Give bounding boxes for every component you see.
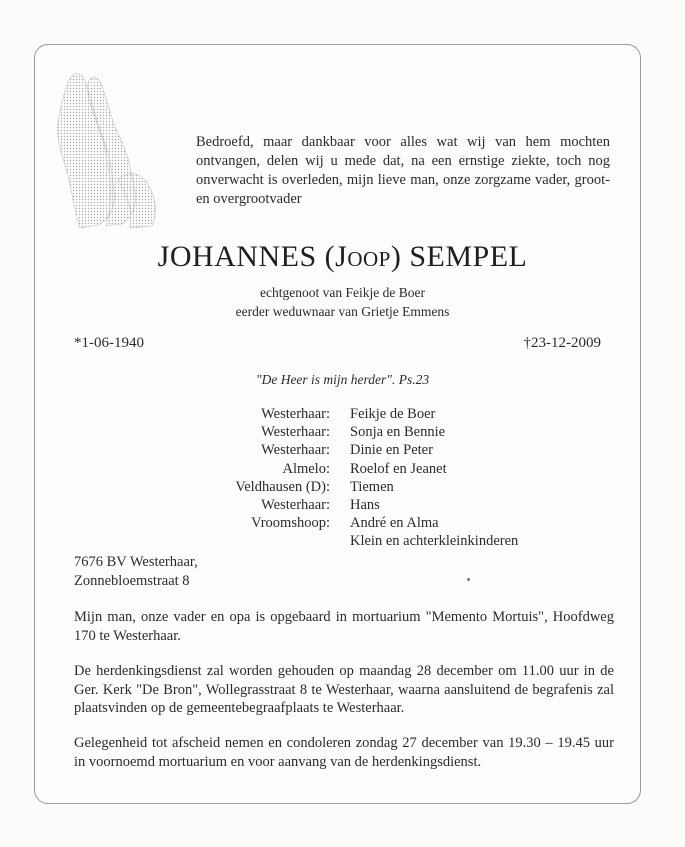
family-names: Hans bbox=[350, 497, 380, 514]
family-list bbox=[0, 405, 685, 551]
birth-date: *1-06-1940 bbox=[74, 335, 144, 351]
stray-dot bbox=[467, 578, 470, 581]
family-row bbox=[0, 441, 685, 459]
family-place: Westerhaar: bbox=[261, 424, 330, 441]
family-row bbox=[0, 478, 685, 496]
family-row bbox=[0, 405, 685, 423]
family-row bbox=[0, 496, 685, 514]
family-place bbox=[0, 532, 340, 550]
name-first: JOHANNES ( bbox=[157, 240, 336, 273]
family-names: Sonja en Bennie bbox=[350, 424, 446, 441]
family-place: Westerhaar: bbox=[261, 442, 330, 459]
bible-quote: "De Heer is mijn herder". Ps.23 bbox=[255, 372, 430, 387]
address-line-2: Zonnebloemstraat 8 bbox=[74, 572, 190, 589]
spouse-line-1: echtgenoot van Feikje de Boer bbox=[260, 285, 425, 300]
deceased-name bbox=[0, 240, 685, 274]
mortuary-paragraph: Mijn man, onze vader en opa is opgebaard in mortuarium "Memento Mortuis", Hoofdweg 170 te Westerhaar. bbox=[74, 609, 614, 644]
condolence-paragraph: Gelegenheid tot afscheid nemen en condoleren zondag 27 december van 19.30 – 19.45 uur in voornoemd mortuarium en voor aanvang van de herdenkingsdienst. bbox=[74, 735, 614, 770]
address-line-1: 7676 BV Westerhaar, bbox=[74, 554, 198, 570]
family-place: Veldhausen (D): bbox=[235, 478, 330, 495]
name-nickname: Joop bbox=[335, 240, 391, 273]
family-row bbox=[0, 532, 685, 550]
family-place: Westerhaar: bbox=[261, 406, 330, 422]
family-names: Tiemen bbox=[350, 478, 394, 495]
intro-text: Bedroefd, maar dankbaar voor alles wat wij van hem mochten ontvangen, delen wij u mede dat, na een ernstige ziekte, toch nog onverwacht is overleden, mijn lieve man, onze zorgzame vader, groot- en overgrootvader bbox=[196, 134, 610, 207]
praying-hands-icon bbox=[48, 60, 168, 230]
name-last: ) SEMPEL bbox=[390, 240, 528, 273]
family-place: Vroomshoop: bbox=[251, 515, 330, 532]
family-names: André en Alma bbox=[350, 515, 439, 532]
death-date: †23-12-2009 bbox=[523, 335, 601, 351]
family-place: Almelo: bbox=[282, 460, 330, 477]
service-paragraph: De herdenkingsdienst zal worden gehouden op maandag 28 december om 11.00 uur in de Ger. Kerk "De Bron", Wollegrasstraat 8 te Westerhaar, waarna aansluitend de begrafenis zal plaatsvinden op de gemeentebegraafplaats te Westerhaar. bbox=[74, 663, 614, 716]
family-names: Dinie en Peter bbox=[350, 442, 433, 459]
home-address bbox=[74, 553, 198, 590]
family-names: Klein en achterkleinkinderen bbox=[350, 533, 519, 550]
spouse-info bbox=[0, 283, 685, 321]
spouse-line-2: eerder weduwnaar van Grietje Emmens bbox=[235, 304, 450, 319]
family-names: Roelof en Jeanet bbox=[350, 460, 447, 477]
family-names: Feikje de Boer bbox=[350, 406, 436, 422]
family-row bbox=[0, 514, 685, 532]
family-row bbox=[0, 460, 685, 478]
family-place: Westerhaar: bbox=[261, 497, 330, 514]
family-row bbox=[0, 423, 685, 441]
